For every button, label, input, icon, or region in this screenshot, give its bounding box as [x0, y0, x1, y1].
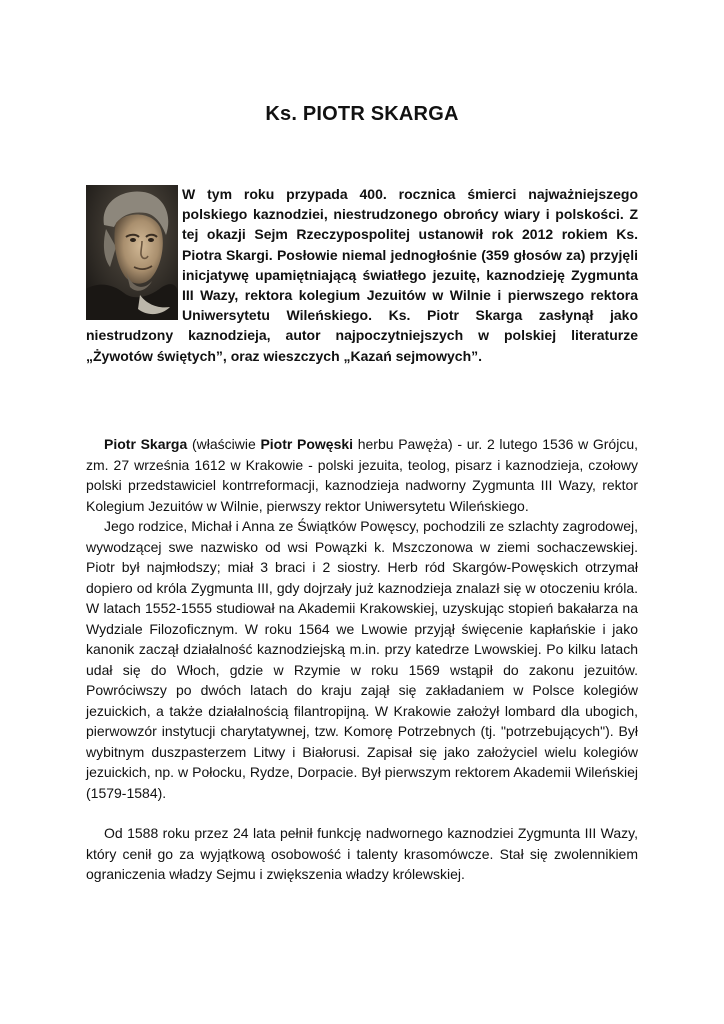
- intro-text: W tym roku przypada 400. rocznica śmierci najważniejszego polskiego kaznodziei, niestrudzonego obrońcy wiary i polskości. Z tej okazji Sejm Rzeczypospolitej ustanowił rok 2012 rokiem Ks. Piotra Skargi. Posłowie niemal jednogłośnie (359 głosów za) przyjęli inicjatywę upamiętniającą światłego jezuitę, kaznodzieję Zygmunta III Wazy, rektora kolegium Jezuitów w Wilnie i pierwszego rektora Uniwersytetu Wileńskiego. Ks. Piotr Skarga zasłynął jako niestrudzony kaznodzieja, autor najpoczytniejszych w polskiej literaturze „Żywotów świętych”, oraz wieszczych „Kazań sejmowych”.: [86, 186, 638, 364]
- bio-p1-part2: herbu Pawęża) - ur. 2 lutego 1536 w Grójcu, zm. 27 września 1612 w Krakowie - polski jezuita, teolog, pisarz i kaznodzieja, czołowy polski przedstawiciel kontrreformacji, kaznodzieja nadworny Zygmunta III Wazy, rektor Kolegium Jezuitów w Wilnie, pierwszy rektor Uniwersytetu Wileńskiego.: [86, 436, 638, 514]
- biography-section: [86, 434, 638, 885]
- bio-paragraph-2: Jego rodzice, Michał i Anna ze Świątków Powęscy, pochodzili ze szlachty zagrodowej, wywodzącej swe nazwisko od wsi Powązki k. Mszczonowa w ziemi sochaczewskiej. Piotr był najmłodszy; miał 3 braci i 2 siostry. Herb ród Skargów-Powęskich otrzymał dopiero od króla Zygmunta III, gdy dojrzały już kaznodzieja znalazł się w otoczeniu króla. W latach 1552-1555 studiował na Akademii Krakowskiej, uzyskując stopień bakałarza na Wydziale Filozoficznym. W roku 1564 we Lwowie przyjął święcenie kapłańskie i jako kanonik zaczął działalność kaznodziejską m.in. przy katedrze Lwowskiej. Po kilku latach udał się do Włoch, gdzie w Rzymie w roku 1569 wstąpił do zakonu jezuitów. Powróciwszy po dwóch latach do kraju zajął się zakładaniem w Polsce kolegiów jezuickich, a także działalnością filantropijną. W Krakowie założył lombard dla ubogich, pierwowzór instytucji charytatywnej, tzw. Komorę Potrzebnych (tj. "potrzebujących"). Był wybitnym duszpasterzem Litwy i Białorusi. Zapisał się jako założyciel wielu kolegiów jezuickich, np. w Połocku, Rydze, Dorpacie. Był pierwszym rektorem Akademii Wileńskiej (1579-1584).: [86, 518, 638, 801]
- bio-paragraph-1: [86, 434, 638, 516]
- bio-p1-part1: (właściwie: [187, 436, 261, 452]
- bio-paragraph-3: Od 1588 roku przez 24 lata pełnił funkcję nadwornego kaznodziei Zygmunta III Wazy, który cenił go za wyjątkową osobowość i talenty krasomówcze. Stał się zwolennikiem ograniczenia władzy Sejmu i zwiększenia władzy królewskiej.: [86, 825, 638, 882]
- bio-name: Piotr Skarga: [104, 436, 188, 452]
- bio-surname: Piotr Powęski: [260, 436, 354, 452]
- page-title: Ks. PIOTR SKARGA: [265, 103, 459, 125]
- portrait-spacer: [86, 184, 182, 324]
- intro-paragraph: [86, 184, 638, 366]
